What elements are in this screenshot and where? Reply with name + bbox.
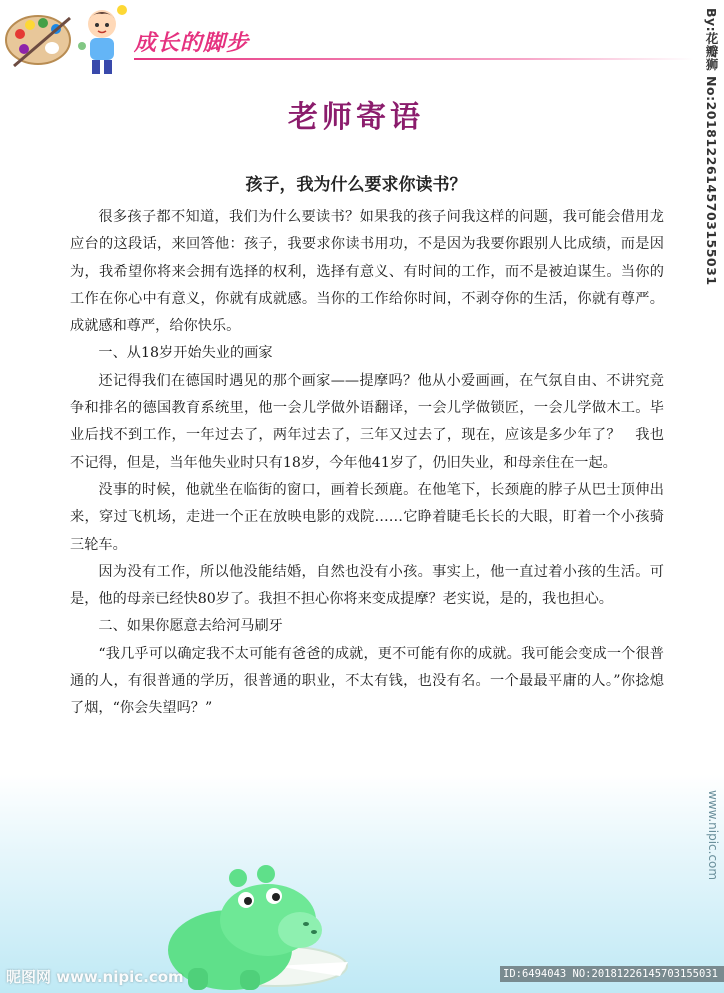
paragraph: 因为没有工作，所以他没能结婚，自然也没有小孩。事实上，他一直过着小孩的生活。可是，他的母亲已经快80岁了。我担不担心你将来变成提摩？老实说，是的，我也担心。 <box>70 563 664 608</box>
paint-palette-icon <box>4 8 76 70</box>
section-heading: 二、如果你愿意去给河马刷牙 <box>98 618 283 635</box>
paragraph: “我几乎可以确定我不太可能有爸爸的成就，更不可能有你的成就。我可能会变成一个很普通的人，有很普通的学历，很普通的职业，不太有钱，也没有名。一个最最平庸的人。”你捻熄了烟，“你会失望吗？” <box>70 645 664 717</box>
credit-text: By:花瓣狮 No:20181226145703155031 <box>704 8 719 286</box>
child-illustration-icon <box>74 2 130 78</box>
header-divider <box>134 58 694 60</box>
sidebar-watermark <box>698 0 724 993</box>
section-heading: 一、从18岁开始失业的画家 <box>98 345 273 362</box>
paragraph: 很多孩子都不知道，我们为什么要读书？如果我的孩子问我这样的问题，我可能会借用龙应台的这段话，来回答他：孩子，我要求你读书用功，不是因为我要你跟别人比成绩，而是因为，我希望你将来会拥有选择的权利，选择有意义、有时间的工作，而不是被迫谋生。当你的工作在你心中有意义，你就有成就感。当你的工作给你时间，不剥夺你的生活，你就有尊严。成就感和尊严，给你快乐。 <box>70 209 664 335</box>
page-title: 老师寄语 <box>288 100 424 135</box>
site-text: www.nipic.com <box>706 790 720 881</box>
header <box>0 0 724 80</box>
paragraph: 还记得我们在德国时遇见的那个画家——提摩吗？他从小爱画画，在气氛自由、不讲究竞争和排名的德国教育系统里，他一会儿学做外语翻译，一会儿学做锁匠，一会儿学做木工。毕业后找不到工作，一年过去了，两年过去了，三年又过去了，现在，应该是多少年了？ 我也不记得，但是，当年他失业时只有18岁，今年他41岁了，仍旧失业，和母亲住在一起。 <box>70 372 664 471</box>
watermark-id: ID:6494043 NO:20181226145703155031 <box>500 966 724 982</box>
watermark-left: 昵图网 www.nipic.com <box>6 968 184 986</box>
article-subtitle: 孩子，我为什么要求你读书？ <box>245 175 467 195</box>
brand-title: 成长的脚步 <box>134 31 250 56</box>
paragraph: 没事的时候，他就坐在临街的窗口，画着长颈鹿。在他笔下，长颈鹿的脖子从巴士顶伸出来，穿过飞机场，走进一个正在放映电影的戏院……它睁着睫毛长长的大眼，盯着一个小孩骑三轮车。 <box>70 481 664 553</box>
article-body <box>70 204 664 723</box>
